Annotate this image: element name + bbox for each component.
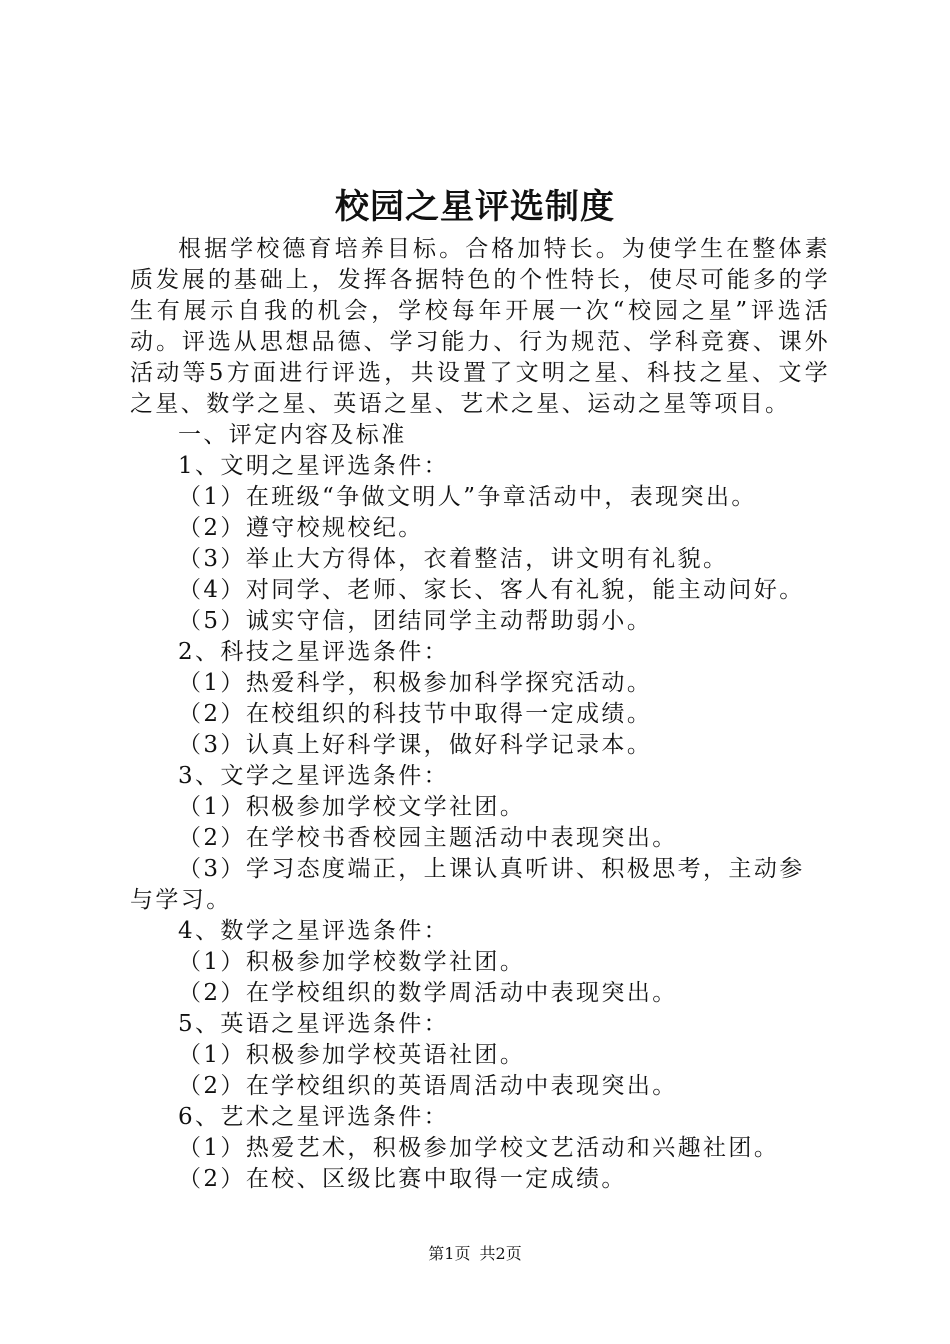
list-item: （3）认真上好科学课，做好科学记录本。 [178, 732, 653, 758]
list-item: （2）在校组织的科技节中取得一定成绩。 [178, 701, 653, 727]
list-item: （1）积极参加学校数学社团。 [178, 949, 526, 975]
list-item: （3）举止大方得体，衣着整洁，讲文明有礼貌。 [178, 546, 729, 572]
list-item: （1）积极参加学校英语社团。 [178, 1042, 526, 1068]
document-title: 校园之星评选制度 [335, 187, 615, 227]
list-item: （1）积极参加学校文学社团。 [178, 794, 526, 820]
page-total: 共2页 [479, 1244, 522, 1263]
list-item: （2）在校、区级比赛中取得一定成绩。 [178, 1166, 627, 1192]
subsection-heading-literature: 3、文学之星评选条件： [178, 763, 450, 789]
list-item: （2）遵守校规校纪。 [178, 515, 424, 541]
list-item: （5）诚实守信，团结同学主动帮助弱小。 [178, 608, 653, 634]
page-number: 第1页 [428, 1244, 471, 1263]
document-body [130, 234, 830, 1195]
subsection-heading-science: 2、科技之星评选条件： [178, 639, 450, 665]
list-item: （4）对同学、老师、家长、客人有礼貌，能主动问好。 [178, 577, 805, 603]
intro-paragraph: 根据学校德育培养目标。合格加特长。为使学生在整体素质发展的基础上，发挥各据特色的个性特长，使尽可能多的学生有展示自我的机会，学校每年开展一次“校园之星”评选活动。评选从思想品德、学习能力、行为规范、学科竞赛、课外活动等5方面进行评选，共设置了文明之星、科技之星、文学之星、数学之星、英语之星、艺术之星、运动之星等项目。 [130, 236, 830, 417]
subsection-heading-arts: 6、艺术之星评选条件： [178, 1104, 450, 1130]
list-item: （3）学习态度端正，上课认真听讲、积极思考，主动参与学习。 [130, 856, 805, 913]
section-heading-criteria: 一、评定内容及标准 [178, 422, 407, 448]
subsection-heading-english: 5、英语之星评选条件： [178, 1011, 450, 1037]
list-item: （1）热爱科学，积极参加科学探究活动。 [178, 670, 653, 696]
page-footer [0, 1244, 950, 1264]
list-item: （2）在学校组织的英语周活动中表现突出。 [178, 1073, 678, 1099]
list-item: （1）热爱艺术，积极参加学校文艺活动和兴趣社团。 [178, 1135, 780, 1161]
list-item: （2）在学校组织的数学周活动中表现突出。 [178, 980, 678, 1006]
list-item: （1）在班级“争做文明人”争章活动中，表现突出。 [178, 484, 757, 510]
subsection-heading-civility: 1、文明之星评选条件： [178, 453, 450, 479]
list-item: （2）在学校书香校园主题活动中表现突出。 [178, 825, 678, 851]
subsection-heading-math: 4、数学之星评选条件： [178, 918, 450, 944]
